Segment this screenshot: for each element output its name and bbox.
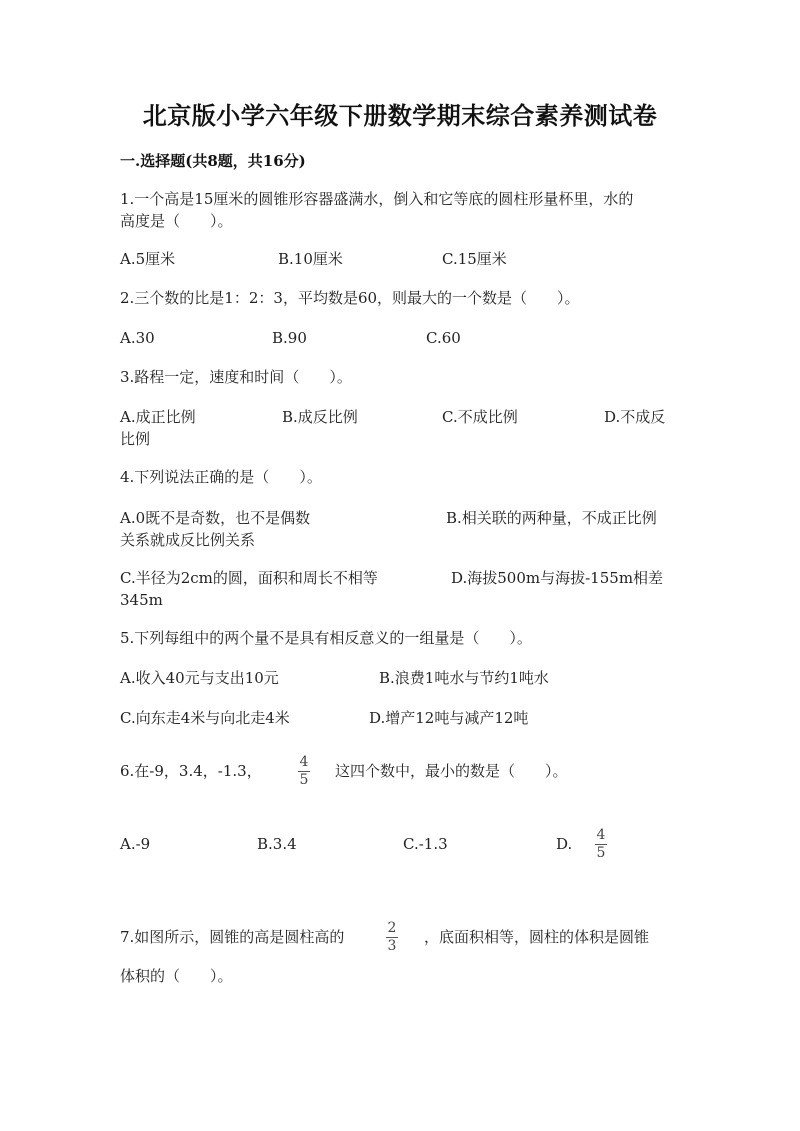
q6-fraction	[298, 755, 310, 788]
q4-option-d[interactable]: D.海拔500m与海拔-155m相差	[451, 569, 664, 587]
q6-option-d-denominator: 5	[596, 845, 606, 861]
q3-option-c[interactable]: C.不成比例	[442, 408, 518, 426]
q4-text: 4.下列说法正确的是（ ）。	[120, 468, 322, 486]
q5-option-a[interactable]: A.收入40元与支出10元	[120, 669, 279, 687]
q6-text-after: 这四个数中，最小的数是（ ）。	[335, 762, 568, 780]
page-title: 北京版小学六年级下册数学期末综合素养测试卷	[142, 101, 658, 130]
q7-fraction-denominator: 3	[387, 938, 397, 954]
q7-text-after: ，底面积相等，圆柱的体积是圆锥	[424, 928, 650, 946]
q3-option-a[interactable]: A.成正比例	[120, 408, 196, 426]
q6-option-b[interactable]: B.3.4	[257, 835, 297, 853]
q3-option-b[interactable]: B.成反比例	[282, 408, 358, 426]
q3-text: 3.路程一定，速度和时间（ ）。	[120, 368, 352, 386]
q7-text-line2: 体积的（ ）。	[120, 967, 233, 985]
q5-text: 5.下列每组中的两个量不是具有相反意义的一组量是（ ）。	[120, 629, 532, 647]
q5-option-d[interactable]: D.增产12吨与减产12吨	[369, 709, 529, 727]
q4-option-d-wrap: 345m	[120, 591, 163, 609]
q1-text-line2: 高度是（ ）。	[120, 212, 233, 230]
q2-text: 2.三个数的比是1：2：3，平均数是60，则最大的一个数是（ ）。	[120, 289, 580, 307]
q1-option-a[interactable]: A.5厘米	[120, 250, 176, 268]
q1-text-line1: 1.一个高是15厘米的圆锥形容器盛满水，倒入和它等底的圆柱形量杯里，水的	[120, 190, 634, 208]
q6-text-before: 6.在-9，3.4，-1.3，	[120, 762, 262, 780]
q4-option-c[interactable]: C.半径为2cm的圆，面积和周长不相等	[120, 569, 378, 587]
q3-option-d[interactable]: D.不成反	[604, 408, 666, 426]
q2-option-b[interactable]: B.90	[272, 329, 307, 347]
q6-option-d[interactable]: D.	[556, 835, 573, 853]
q2-option-c[interactable]: C.60	[426, 329, 461, 347]
q4-option-b-wrap: 关系就成反比例关系	[120, 531, 256, 549]
q6-option-d-numerator: 4	[596, 827, 606, 843]
q6-option-a[interactable]: A.-9	[120, 835, 151, 853]
q3-option-d-wrap: 比例	[120, 430, 151, 448]
q1-option-b[interactable]: B.10厘米	[278, 250, 343, 268]
q5-option-b[interactable]: B.浪费1吨水与节约1吨水	[379, 669, 549, 687]
q7-fraction-numerator: 2	[387, 920, 397, 936]
q6-option-d-fraction	[595, 828, 607, 861]
q1-option-c[interactable]: C.15厘米	[442, 250, 507, 268]
q4-option-a[interactable]: A.0既不是奇数，也不是偶数	[120, 509, 311, 527]
q6-fraction-denominator: 5	[299, 772, 309, 788]
q6-option-c[interactable]: C.-1.3	[403, 835, 448, 853]
q2-option-a[interactable]: A.30	[120, 329, 155, 347]
q7-fraction	[386, 921, 398, 954]
q6-fraction-numerator: 4	[299, 754, 309, 770]
q7-text-before: 7.如图所示，圆锥的高是圆柱高的	[120, 928, 345, 946]
section-heading: 一.选择题(共8题，共16分)	[120, 152, 306, 170]
q5-option-c[interactable]: C.向东走4米与向北走4米	[120, 709, 290, 727]
q4-option-b[interactable]: B.相关联的两种量，不成正比例	[446, 509, 657, 527]
